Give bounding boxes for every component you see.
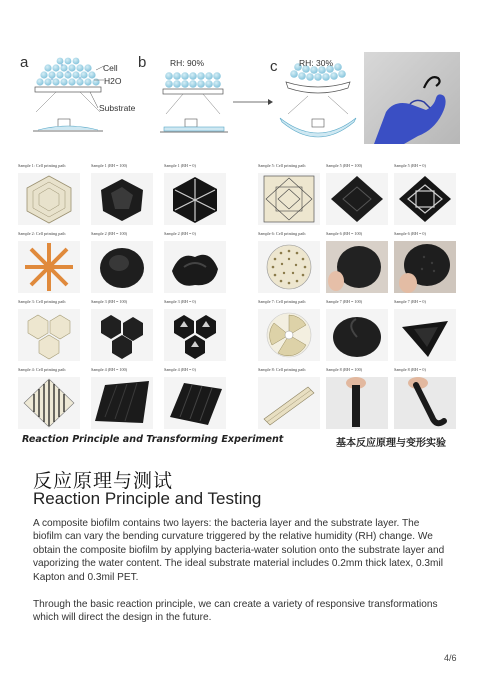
sample-5-rh100-photo: [326, 173, 388, 225]
page-number: 4/6: [444, 653, 457, 663]
sample-grid-left: [18, 163, 238, 433]
sample-6-rh0-photo: [394, 241, 456, 293]
body-paragraph-1: A composite biofilm contains two layers: the bacteria layer and the substrate layer. The biofilm can vary the bending curvature triggered by the relative humidity (RH) change. We obtain the composite biofilm by applying bacteria-water solution onto the substrate layer and vaporizing the water content. The ideal substrate material includes 0.2mm thick latex, 0.3mil Kapton and 0.3mil PET.: [33, 518, 445, 583]
sample-2-rh0-label: Sample 2 (RH = 0): [164, 231, 196, 236]
folded-triple-hexagon-icon: [164, 309, 226, 361]
sample-2-path-label: Sample 2: Cell printing path: [18, 231, 66, 236]
section-title-zh: 反应原理与测试: [33, 470, 174, 492]
sample-7-rh100-photo: [326, 309, 388, 361]
star-path-icon: [18, 241, 80, 293]
curled-strip-icon: [394, 377, 456, 429]
sample-8-path-image: [258, 377, 320, 429]
panel-a-cells: [36, 58, 99, 86]
folded-triangle-icon: [394, 309, 456, 361]
sample-6-rh100-photo: [326, 241, 388, 293]
sample-7-path-image: [258, 309, 320, 361]
dark-disc-icon: [91, 241, 153, 293]
wavy-disc-icon: [164, 241, 226, 293]
sample-8-rh0-photo: [394, 377, 456, 429]
sample-5-path-label: Sample 5: Cell printing path: [258, 163, 306, 168]
sample-1-rh0-photo: [164, 173, 226, 225]
sample-3-rh0-label: Sample 3 (RH = 0): [164, 299, 196, 304]
sample-4-rh100-photo: [91, 377, 153, 429]
sample-5-rh0-label: Sample 5 (RH = 0): [394, 163, 426, 168]
gloved-hand-icon: [364, 52, 460, 144]
triple-hexagon-path-icon: [18, 309, 80, 361]
sample-8-rh100-label: Sample 8 (RH = 100): [326, 367, 363, 372]
dark-triple-hexagon-icon: [91, 309, 153, 361]
striped-diamond-path-icon: [18, 377, 80, 429]
h2o-label: H2O: [104, 76, 122, 86]
sample-8-path-label: Sample 8: Cell printing path: [258, 367, 306, 372]
sample-3-rh100-photo: [91, 309, 153, 361]
hexagon-path-icon: [18, 173, 80, 225]
sample-3-rh100-label: Sample 3 (RH = 100): [91, 299, 128, 304]
sample-7-rh100-label: Sample 7 (RH = 100): [326, 299, 363, 304]
sample-6-path-image: [258, 241, 320, 293]
sample-6-path-label: Sample 6: Cell printing path: [258, 231, 306, 236]
figure-caption-en: Reaction Principle and Transforming Experiment: [22, 434, 284, 445]
sample-4-rh100-label: Sample 4 (RH = 100): [91, 367, 128, 372]
sample-1-rh100-photo: [91, 173, 153, 225]
panel-a-letter: a: [20, 54, 29, 71]
panel-a-substrate: [35, 87, 101, 92]
dark-hexagon-icon: [91, 173, 153, 225]
dark-round-icon: [326, 241, 388, 293]
sample-4-rh0-photo: [164, 377, 226, 429]
sample-2-rh100-photo: [91, 241, 153, 293]
sample-1-path-image: [18, 173, 80, 225]
sample-5-path-image: [258, 173, 320, 225]
sample-7-rh0-photo: [394, 309, 456, 361]
sample-3-path-image: [18, 309, 80, 361]
figure-caption-zh: 基本反应原理与变形实验: [336, 438, 446, 449]
sample-8-rh100-photo: [326, 377, 388, 429]
hanging-strip-icon: [326, 377, 388, 429]
sample-3-rh0-photo: [164, 309, 226, 361]
rh-90-label: RH: 90%: [170, 58, 205, 68]
section-title-en: Reaction Principle and Testing: [33, 489, 262, 508]
sample-4-path-label: Sample 4: Cell printing path: [18, 367, 66, 372]
sample-4-rh0-label: Sample 4 (RH = 0): [164, 367, 196, 372]
sample-1-rh100-label: Sample 1 (RH = 100): [91, 163, 128, 168]
sample-1-path-label: Sample 1: Cell printing path: [18, 163, 66, 168]
twisted-sheet-icon: [164, 377, 226, 429]
rh-30-label: RH: 30%: [299, 58, 334, 68]
dark-diamond-icon: [326, 173, 388, 225]
textured-round-icon: [394, 241, 456, 293]
sample-6-rh100-label: Sample 6 (RH = 100): [326, 231, 363, 236]
dark-petal-disc-icon: [326, 309, 388, 361]
body-paragraph-2: Through the basic reaction principle, we can create a variety of responsive transformations which will direct the design in the future.: [33, 599, 438, 624]
sample-5-rh100-label: Sample 5 (RH = 100): [326, 163, 363, 168]
sample-7-path-label: Sample 7: Cell printing path: [258, 299, 306, 304]
three-petal-path-icon: [258, 309, 320, 361]
sample-grid-right: [258, 163, 468, 433]
sample-2-rh100-label: Sample 2 (RH = 100): [91, 231, 128, 236]
folded-hexagon-icon: [164, 173, 226, 225]
sample-6-rh0-label: Sample 6 (RH = 0): [394, 231, 426, 236]
sample-8-rh0-label: Sample 8 (RH = 0): [394, 367, 426, 372]
panel-b-letter: b: [138, 54, 147, 71]
sample-1-rh0-label: Sample 1 (RH = 0): [164, 163, 196, 168]
panel-c-letter: c: [270, 58, 278, 75]
cell-label: Cell: [103, 63, 118, 73]
glove-photo: [364, 52, 460, 144]
sample-2-path-image: [18, 241, 80, 293]
square-spiral-path-icon: [258, 173, 320, 225]
dark-sheet-icon: [91, 377, 153, 429]
sample-2-rh0-photo: [164, 241, 226, 293]
panel-b-cells: [165, 72, 221, 88]
sample-4-path-image: [18, 377, 80, 429]
lattice-diamond-icon: [394, 173, 456, 225]
sample-5-rh0-photo: [394, 173, 456, 225]
strip-path-icon: [258, 377, 320, 429]
substrate-label: Substrate: [99, 103, 136, 113]
sample-7-rh0-label: Sample 7 (RH = 0): [394, 299, 426, 304]
sample-3-path-label: Sample 3: Cell printing path: [18, 299, 66, 304]
dotted-circle-path-icon: [258, 241, 320, 293]
